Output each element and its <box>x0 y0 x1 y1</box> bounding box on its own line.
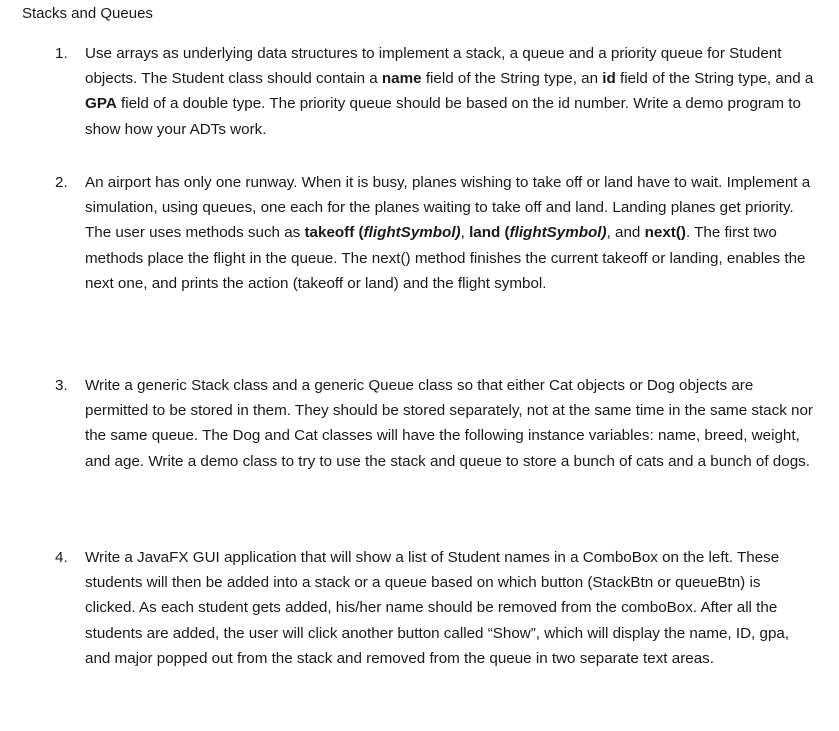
bold-run: takeoff ( <box>304 224 364 242</box>
list-item-4 <box>55 545 815 671</box>
text-run: Use arrays as underlying data structures to implement a stack, a queue and a priority queue for Student objects. The Student class should contain a <box>85 45 782 88</box>
item-number: 1. <box>55 45 68 62</box>
bold-term: GPA <box>85 95 117 113</box>
bold-term <box>305 224 461 241</box>
item-number: 3. <box>55 377 68 394</box>
bold-run: land ( <box>469 224 510 242</box>
item-text <box>85 41 815 142</box>
text-run: , <box>460 224 470 242</box>
item-number: 2. <box>55 174 68 191</box>
text-run: . The first two methods place the flight in the queue. The next() method finishes the current takeoff or landing, enables the next one, and prints the action (takeoff or land) and the flight symbol. <box>85 224 806 292</box>
item-text: Write a generic Stack class and a generic Queue class so that either Cat objects or Dog objects are permitted to be stored in them. They should be stored separately, not at the same time in the same stack nor the same queue. The Dog and Cat classes will have the following instance variables: name, breed, weight, and age. Write a demo class to try to use the stack and queue to store a bunch of cats and a bunch of dogs. <box>85 377 813 470</box>
item-text: Write a JavaFX GUI application that will show a list of Student names in a ComboBox on the left. These students will then be added into a stack or a queue based on which button (StackBtn or queueBtn) is clicked. As each student gets added, his/her name should be removed from the comboBox. After all the students are added, the user will click another button called “Show”, which will display the name, ID, gpa, and major popped out from the stack and removed from the queue in two separate text areas. <box>85 549 790 667</box>
text-run: An airport has only one runway. When it is busy, planes wishing to take off or land have to wait. Implement a simulation, using queues, one each for the planes waiting to take off and land. Landing planes get priority. The user uses methods such as <box>85 174 811 242</box>
text-run: field of the String type, an <box>421 70 603 88</box>
list-item-1 <box>55 41 815 142</box>
bold-term: next() <box>644 224 686 242</box>
document-title: Stacks and Queues <box>22 5 153 22</box>
text-run: field of the String type, and a <box>615 70 814 88</box>
bold-italic-run: flightSymbol) <box>363 224 461 242</box>
bold-term: id <box>602 70 616 88</box>
item-text <box>85 170 815 296</box>
list-item-3 <box>55 373 815 474</box>
bold-term <box>469 224 607 241</box>
item-number: 4. <box>55 549 68 566</box>
list-item-2 <box>55 170 815 296</box>
bold-term: name <box>381 70 422 88</box>
text-run: field of a double type. The priority queue should be based on the id number. Write a demo program to show how your ADTs work. <box>85 95 801 138</box>
bold-italic-run: flightSymbol) <box>509 224 607 242</box>
text-run: , and <box>606 224 645 242</box>
